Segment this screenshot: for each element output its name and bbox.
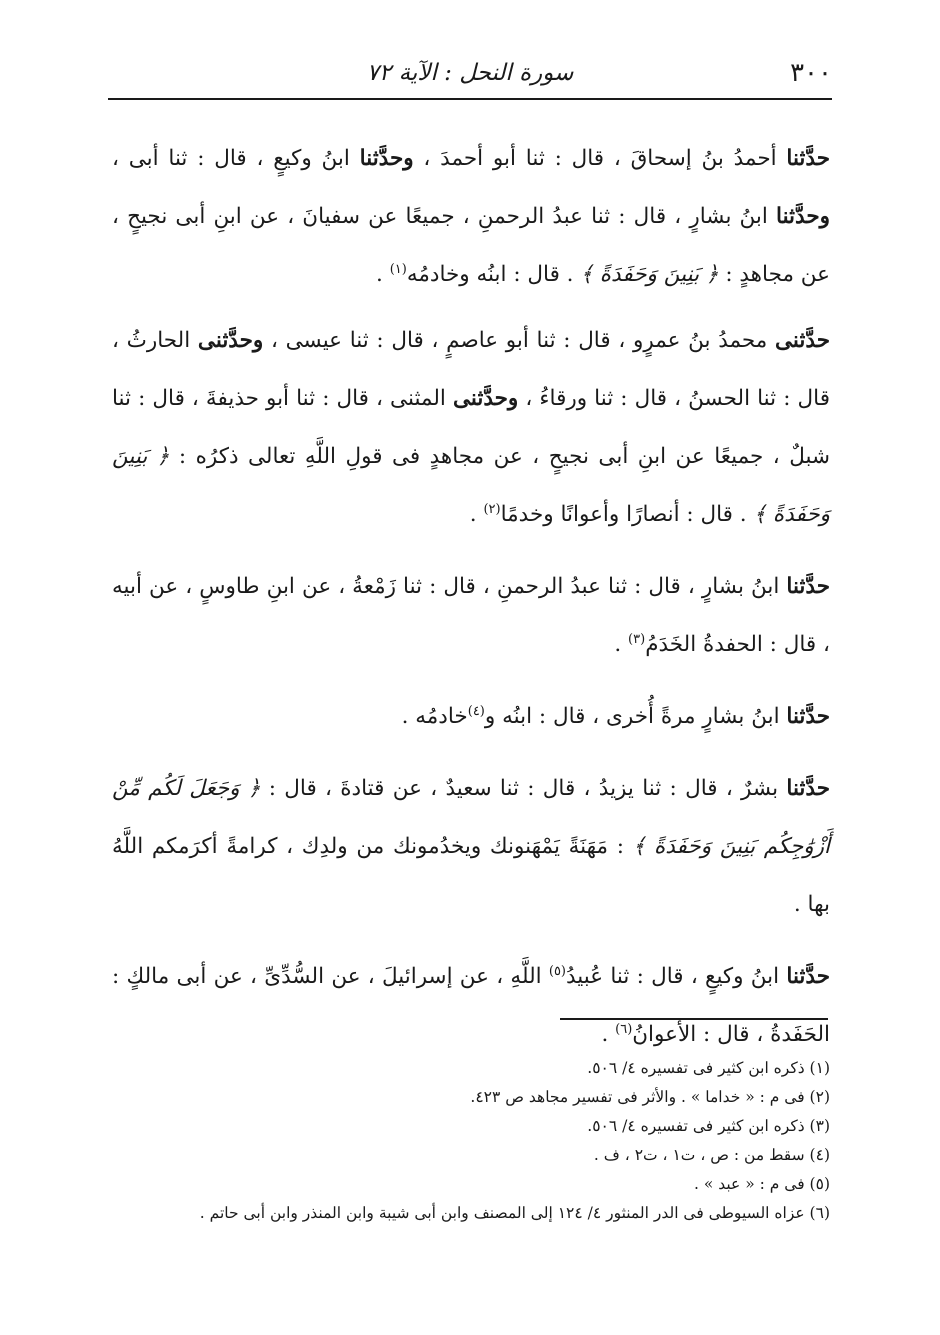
footnote-ref: (٥) <box>548 963 566 979</box>
text-span: ابنُ بشارٍ مرةً أُخرى ، قال : ابنُه و <box>484 704 787 729</box>
footnote-5: (٥) فى م : « عبد » . <box>693 1175 830 1193</box>
main-text <box>112 130 830 1078</box>
footnote-3: (٣) ذكره ابن كثير فى تفسيره ٤/ ٥٠٦. <box>587 1117 830 1135</box>
narration-keyword: حدَّثنى <box>775 328 830 353</box>
paragraph-6 <box>112 948 830 1064</box>
footnote-ref: (٦) <box>615 1021 633 1037</box>
footnote-6: (٦) عزاه السيوطى فى الدر المنثور ٤/ ١٢٤ إلى المصنف وابن أبى شيبة وابن المنذر وابن أبى حاتم . <box>199 1204 830 1222</box>
text-span: اللَّهِ ، عن إسرائيلَ ، عن السُّدِّىِّ ، عن أبى مالكٍ : الحَفَدةُ ، قال : الأعوانُ <box>112 964 830 1047</box>
text-span: المثنى ، قال : ثنا أبو حذيفةَ ، قال : ثنا شبلٌ ، جميعًا عن ابنِ أبى نجيحٍ ، عن مجاهدٍ فى قولِ اللَّهِ تعالى ذكرُه : <box>112 386 830 469</box>
page-header <box>108 52 832 100</box>
text-span: . قال : ابنُه وخادمُه <box>406 262 581 287</box>
footnote-ref: (٤) <box>467 703 485 719</box>
footnote-4: (٤) سقط من : ص ، ت١ ، ت٢ ، ف . <box>593 1146 830 1164</box>
footnotes <box>150 1054 830 1228</box>
footnote-ref: (١) <box>389 261 407 277</box>
text-span: ابنُ بشارٍ ، قال : ثنا عبدُ الرحمنِ ، قال : ثنا زَمْعةُ ، عن ابنِ طاوسٍ ، عن أبيه ، قال : الحفدةُ الخَدَمُ <box>112 574 830 657</box>
text-span: . قال : أنصارًا وأعوانًا وخدمًا <box>500 502 754 527</box>
footnote-ref: (٣) <box>628 631 646 647</box>
paragraph-1 <box>112 130 830 304</box>
narration-keyword: حدَّثنا <box>786 964 830 989</box>
narration-keyword: حدَّثنا <box>786 574 830 599</box>
text-span: خادمُه . <box>401 704 468 729</box>
page-number: ٣٠٠ <box>790 58 832 88</box>
paragraph-2 <box>112 312 830 544</box>
narration-keyword: حدَّثنا <box>786 704 830 729</box>
paragraph-3 <box>112 558 830 674</box>
text-span: : مَهَنَةً يَمْهَنونك ويخدُمونك من ولدِك ، كرامةً أكرَمكم اللَّهُ بها . <box>112 834 830 917</box>
text-span: الحارثُ ، قال : ثنا الحسنُ ، قال : ثنا ورقاءُ ، <box>112 328 830 411</box>
text-span: . <box>601 1022 616 1047</box>
text-span: بشرٌ ، قال : ثنا يزيدُ ، قال : ثنا سعيدٌ ، عن قتادةَ ، قال : <box>260 776 787 801</box>
text-span: ابنُ بشارٍ ، قال : ثنا عبدُ الرحمنِ ، جميعًا عن سفيانَ ، عن ابنِ أبى نجيحٍ ، عن مجاهدٍ : <box>112 204 830 287</box>
text-span: ابنُ وكيعٍ ، قال : ثنا عُبيدُ <box>566 964 787 989</box>
footnote-2: (٢) فى م : « خداما » . والأثر فى تفسير مجاهد ص ٤٢٣. <box>470 1088 830 1106</box>
text-span: محمدُ بنُ عمرٍو ، قال : ثنا أبو عاصمٍ ، قال : ثنا عيسى ، <box>263 328 776 353</box>
footnote-1: (١) ذكره ابن كثير فى تفسيره ٤/ ٥٠٦. <box>587 1059 830 1077</box>
quran-quote: ﴿ بَنِينَ وَحَفَدَةً ﴾ <box>112 444 830 527</box>
text-span: . <box>614 632 629 657</box>
narration-keyword: وحدَّثنا <box>776 204 830 229</box>
text-span: أحمدُ بنُ إسحاقَ ، قال : ثنا أبو أحمدَ ، <box>413 146 787 171</box>
footnote-ref: (٢) <box>483 501 501 517</box>
footnote-separator <box>560 1018 828 1020</box>
text-span: . <box>376 262 390 287</box>
narration-keyword: وحدَّثنى <box>452 386 519 411</box>
paragraph-5 <box>112 760 830 934</box>
paragraph-4 <box>112 688 830 746</box>
narration-keyword: وحدَّثنا <box>359 146 414 171</box>
quran-quote: ﴿ بَنِينَ وَحَفَدَةً ﴾ <box>580 262 719 287</box>
text-span: ابنُ وكيعٍ ، قال : ثنا أبى ، <box>112 146 360 171</box>
narration-keyword: وحدَّثنى <box>197 328 264 353</box>
quran-quote: ﴿ وَجَعَلَ لَكُم مِّنْ أَزْوَٰجِكُم بَنِينَ وَحَفَدَةً ﴾ <box>112 776 830 859</box>
narration-keyword: حدَّثنا <box>786 146 830 171</box>
running-title: سورة النحل : الآية ٧٢ <box>366 60 574 86</box>
text-span: . <box>469 502 484 527</box>
narration-keyword: حدَّثنا <box>786 776 830 801</box>
